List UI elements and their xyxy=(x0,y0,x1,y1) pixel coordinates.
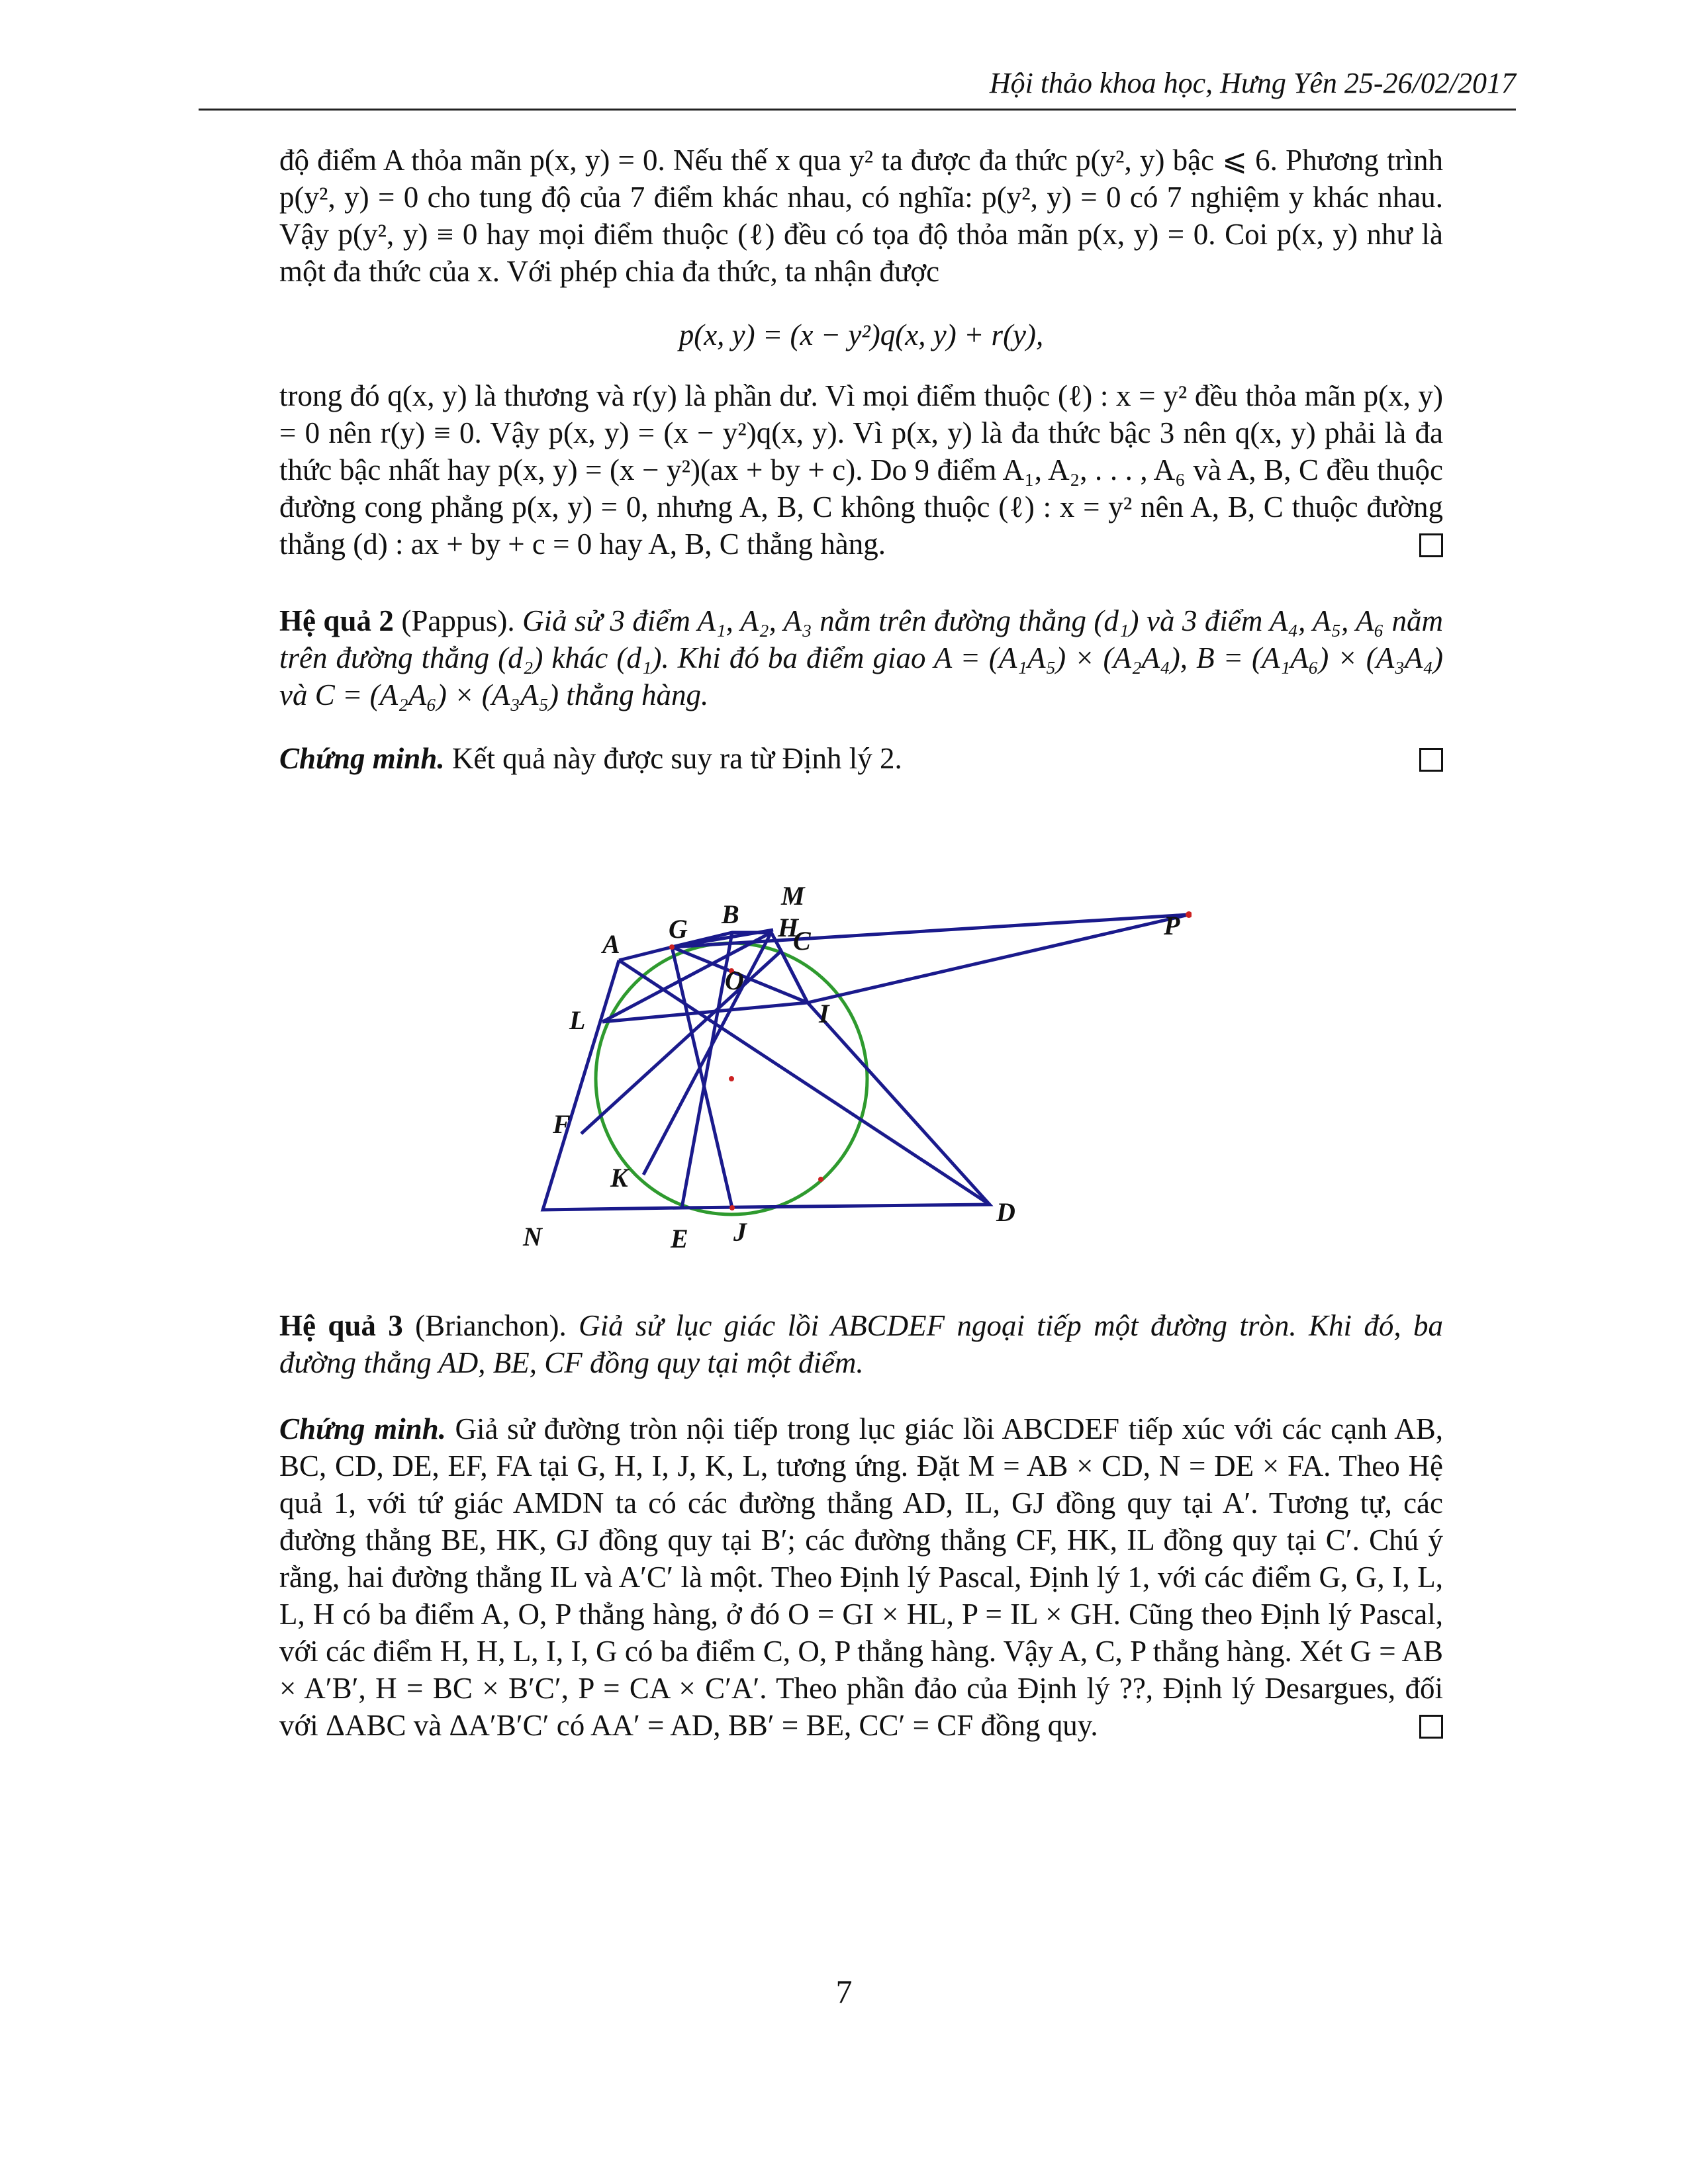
qed-icon xyxy=(1419,748,1443,772)
point-extra xyxy=(818,1177,823,1182)
label-p-text: P xyxy=(1164,911,1180,940)
point-g xyxy=(669,944,675,950)
label-i: I xyxy=(819,999,829,1028)
label-m: M xyxy=(781,881,805,911)
point-j xyxy=(729,1205,735,1210)
header-rule xyxy=(199,109,1516,111)
page-content xyxy=(279,142,1443,777)
brianchon-figure xyxy=(503,864,1192,1261)
line-hk xyxy=(643,933,771,1175)
proof-3 xyxy=(279,1410,1443,1744)
label-c: C xyxy=(793,926,811,956)
label-b: B xyxy=(722,899,739,929)
center-point xyxy=(729,1076,734,1081)
corollary-3 xyxy=(279,1307,1443,1381)
running-header: Hội thảo khoa học, Hưng Yên 25-26/02/2017 xyxy=(989,67,1516,99)
label-a: A xyxy=(602,929,620,959)
paragraph-1 xyxy=(279,142,1443,290)
proof-3-text: Giả sử đường tròn nội tiếp trong lục giác lồi ABCDEF tiếp xúc với các cạnh AB, BC, CD, DE, EF, FA tại G, H, I, J, K, L, tương ứng. Đặt M = AB × CD, N = DE × FA. Theo Hệ quả 1, với tứ giác AMDN ta có các đường thẳng AD, IL, GJ đồng quy tại A′. Tương tự, các đường thẳng BE, HK, GJ đồng quy tại B′; các đường thẳng CF, HK, IL đồng quy tại C′. Chú ý rằng, hai đường thẳng IL và A′C′ là một. Theo Định lý Pascal, Định lý 1, với các điểm G, G, I, L, L, H có ba điểm A, O, P thẳng hàng, ở đó O = GI × HL, P = IL × GH. Cũng theo Định lý Pascal, với các điểm H, H, L, I, I, G có ba điểm C, O, P thẳng hàng. Vậy A, C, P thẳng hàng. Xét G = AB × A′B′, H = BC × B′C′, P = CA × C′A′. Theo phần đảo của Định lý ??, Định lý Desargues, đối với ΔABC và ΔA′B′C′ có AA′ = AD, BB′ = BE, CC′ = CF đồng quy. xyxy=(279,1412,1443,1742)
label-l: L xyxy=(569,1005,586,1035)
proof-2-text: Kết quả này được suy ra từ Định lý 2. xyxy=(451,742,902,775)
label-d: D xyxy=(996,1197,1015,1227)
proof-3-label: Chứng minh. xyxy=(279,1412,446,1445)
corollary-3-name: (Brianchon). xyxy=(415,1309,567,1342)
paragraph-1-text: độ điểm A thỏa mãn p(x, y) = 0. Nếu thế x qua y² ta được đa thức p(y², y) bậc ⩽ 6. Phương trình p(y², y) = 0 cho tung độ của 7 điểm khác nhau, có nghĩa: p(y², y) = 0 có 7 nghiệm y khác nhau. Vậy p(y², y) ≡ 0 hay mọi điểm thuộc (ℓ) đều có tọa độ thỏa mãn p(x, y) = 0. Coi p(x, y) như là một đa thức của x. Với phép chia đa thức, ta nhận được xyxy=(279,144,1443,288)
qed-icon xyxy=(1419,1715,1443,1739)
brianchon-diagram xyxy=(503,864,1192,1261)
corollary-2-label: Hệ quả 2 xyxy=(279,604,394,637)
label-n: N xyxy=(523,1222,542,1251)
paragraph-2-text: trong đó q(x, y) là thương và r(y) là phần dư. Vì mọi điểm thuộc (ℓ) : x = y² đều thỏa mãn p(x, y) = 0 nên r(y) ≡ 0. Vậy p(x, y) = (x − y²)q(x, y). Vì p(x, y) là đa thức bậc 3 nên q(x, y) phải là đa thức bậc nhất hay p(x, y) = (x − y²)(ax + by + c). Do 9 điểm A₁, A₂, . . . , A₆ và A, B, C đều thuộc đường cong phẳng p(x, y) = 0, nhưng A, B, C không thuộc (ℓ) : x = y² nên A, B, C thuộc đường thẳng (d) : ax + by + c = 0 hay A, B, C thẳng hàng. xyxy=(279,379,1443,561)
label-f: F xyxy=(553,1109,571,1139)
corollary-2 xyxy=(279,602,1443,713)
label-e: E xyxy=(671,1224,688,1253)
page-number: 7 xyxy=(835,1973,853,2010)
point-p xyxy=(1186,911,1192,918)
label-h: H xyxy=(778,913,799,942)
equation-division: p(x, y) = (x − y²)q(x, y) + r(y), xyxy=(679,318,1044,351)
paragraph-2 xyxy=(279,377,1443,563)
label-o: O xyxy=(725,966,744,995)
corollary-2-statement: Giả sử 3 điểm A₁, A₂, A₃ nằm trên đường thẳng (d₁) và 3 điểm A₄, A₅, A₆ nằm trên đường thẳng (d₂) khác (d₁). Khi đó ba điểm giao A = (A₁A₅) × (A₂A₄), B = (A₁A₆) × (A₃A₄) và C = (A₂A₆) × (A₃A₅) thẳng hàng. xyxy=(279,604,1444,711)
proof-2-label: Chứng minh. xyxy=(279,742,445,775)
label-j: J xyxy=(733,1217,747,1247)
corollary-3-statement: Giả sử lục giác lồi ABCDEF ngoại tiếp một đường tròn. Khi đó, ba đường thẳng AD, BE, CF đồng quy tại một điểm. xyxy=(279,1309,1444,1379)
qed-icon xyxy=(1419,533,1443,557)
page-content-lower xyxy=(279,1307,1443,1744)
corollary-3-label: Hệ quả 3 xyxy=(279,1309,403,1342)
label-k: K xyxy=(610,1163,628,1193)
proof-2 xyxy=(279,740,1443,777)
label-g: G xyxy=(669,914,688,944)
corollary-2-name: (Pappus). xyxy=(401,604,515,637)
